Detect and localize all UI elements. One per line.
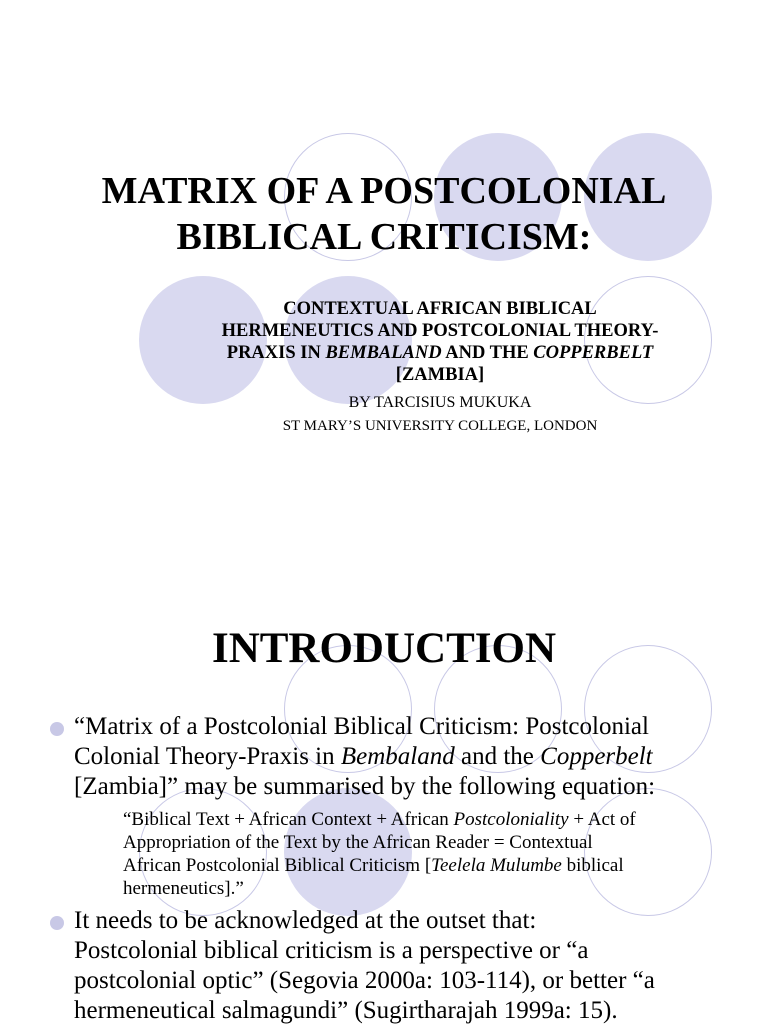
title-line: MATRIX OF A POSTCOLONIAL xyxy=(101,170,667,212)
subtitle-italic: BEMBALAND xyxy=(325,343,442,363)
quote-italic: Teelela Mulumbe xyxy=(431,855,562,876)
affiliation: ST MARY’S UNIVERSITY COLLEGE, LONDON xyxy=(282,418,598,434)
bullet-line: “Matrix of a Postcolonial Biblical Criticism: Postcolonial xyxy=(74,713,649,740)
bullet-line: Postcolonial biblical criticism is a perspective or “a xyxy=(74,937,589,964)
section-title: INTRODUCTION xyxy=(211,625,557,672)
bullet-item xyxy=(74,712,734,802)
bullet-line: [Zambia]” may be summarised by the following equation: xyxy=(74,773,656,800)
bullet-line: hermeneutical salmagundi” (Sugirtharajah 1999a: 15). xyxy=(74,997,618,1024)
bullet-italic: Copperbelt xyxy=(540,743,653,770)
subtitle-italic: COPPERBELT xyxy=(533,343,654,363)
presentation-title xyxy=(40,168,728,260)
quote-italic: Postcoloniality xyxy=(453,809,569,830)
author: BY TARCISIUS MUKUKA xyxy=(348,394,532,411)
equation-quote xyxy=(123,808,723,900)
title-line: BIBLICAL CRITICISM: xyxy=(176,216,592,258)
bullet-item xyxy=(74,906,734,1024)
subtitle-line: HERMENEUTICS AND POSTCOLONIAL THEORY- xyxy=(221,321,659,341)
quote-text: “Biblical Text + African Context + African xyxy=(123,809,454,830)
subtitle-text: AND THE xyxy=(441,343,534,363)
introduction-slide xyxy=(0,512,768,1024)
quote-line: hermeneutics].” xyxy=(123,878,244,899)
quote-text: + Act of xyxy=(568,809,636,830)
bullet-icon xyxy=(50,916,64,930)
subtitle-line: CONTEXTUAL AFRICAN BIBLICAL xyxy=(283,299,597,319)
quote-text: biblical xyxy=(561,855,624,876)
bullet-icon xyxy=(50,722,64,736)
subtitle xyxy=(150,298,730,386)
quote-text: African Postcolonial Biblical Criticism [ xyxy=(123,855,432,876)
bullet-line: It needs to be acknowledged at the outset that: xyxy=(74,907,537,934)
bullet-line: postcolonial optic” (Segovia 2000a: 103-114), or better “a xyxy=(74,967,655,994)
quote-line: Appropriation of the Text by the African Reader = Contextual xyxy=(123,832,593,853)
subtitle-line: [ZAMBIA] xyxy=(395,365,485,385)
bullet-text: and the xyxy=(454,743,541,770)
bullet-text: Colonial Theory-Praxis in xyxy=(74,743,341,770)
bullet-italic: Bembaland xyxy=(340,743,455,770)
subtitle-text: PRAXIS IN xyxy=(226,343,326,363)
